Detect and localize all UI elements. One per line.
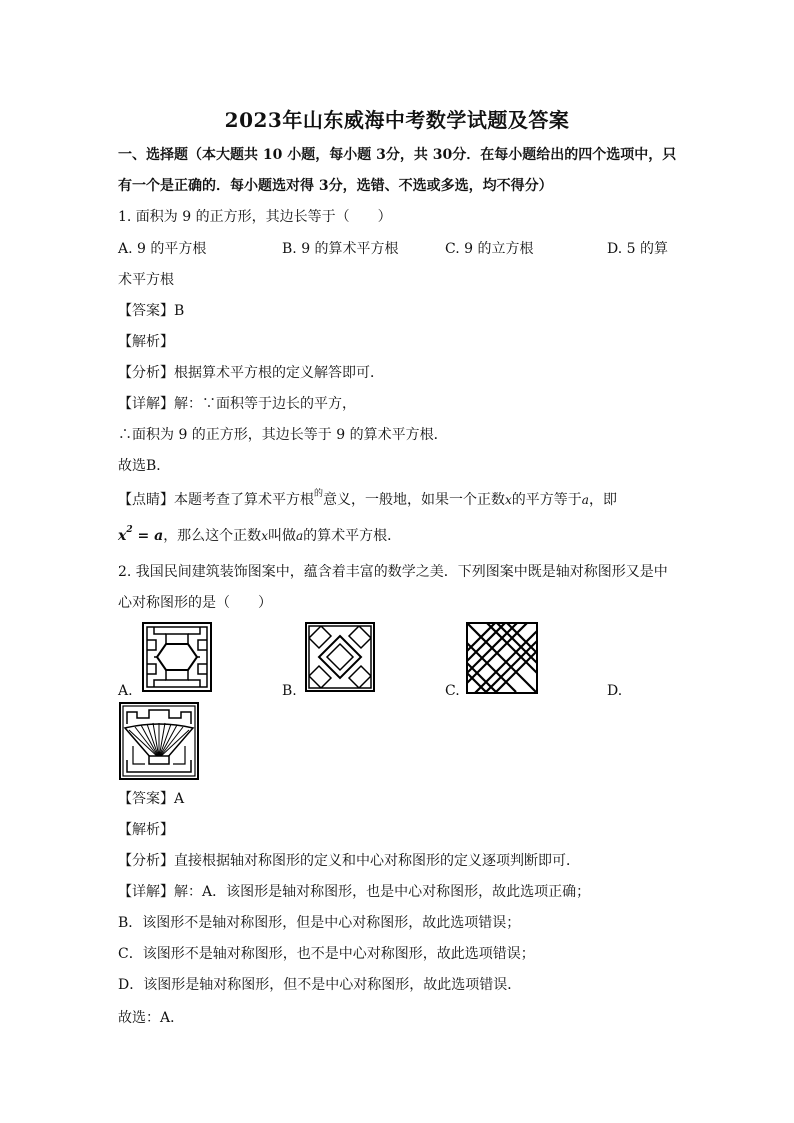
section-header-line2: 有一个是正确的．每小题选对得 3分，选错、不选或多选，均不得分） [118,178,553,194]
q1-detail1: 【详解】解：∵面积等于边长的平方， [118,396,356,412]
q1-detail2: ∴面积为 9 的正方形，其边长等于 9 的算术平方根． [118,427,448,443]
q1-option-c: C. 9 的立方根 [445,241,534,257]
q1-line2-c: 叫做 [267,528,296,544]
q2-stem2: 心对称图形的是（ ） [118,595,272,611]
q1-analysis-label: 【解析】 [118,334,174,350]
page-title: 2023年山东威海中考数学试题及答案 [224,108,570,132]
q1-dianjing-d: ，即 [588,492,617,508]
formula-exp: 2 [126,525,133,535]
q1-dianjing-sup: 的 [314,489,324,499]
q1-choose: 故选B． [118,458,171,474]
q1-line2-x: x [261,529,268,543]
q1-stem: 1. 面积为 9 的正方形，其边长等于（ ） [118,209,392,225]
section-header-line1: 一、选择题（本大题共 10 小题，每小题 3分，共 30分．在每小题给出的四个选项中，只 [118,147,677,163]
formula-x: x [118,528,127,544]
q2-choose: 故选：A． [118,1010,185,1026]
q2-fenxi: 【分析】直接根据轴对称图形的定义和中心对称图形的定义逐项判断即可． [118,853,580,869]
q1-line2-d: 的算术平方根． [303,528,402,544]
q1-fenxi: 【分析】根据算术平方根的定义解答即可． [118,365,384,381]
q1-var-x: x [505,493,512,507]
q1-var-a: a [581,493,589,507]
q1-dianjing-a: 【点睛】本题考查了算术平方根 [118,492,314,508]
q2-detail2: B．该图形不是轴对称图形，但是中心对称图形，故此选项错误； [118,915,521,931]
q2-answer: 【答案】A [118,791,185,807]
figure-d-fan-pattern [119,702,199,780]
q2-detail4: D．该图形是轴对称图形，但不是中心对称图形，故此选项错误． [118,977,522,993]
q1-dianjing-c: 的平方等于 [511,492,582,508]
q2-label-d: D. [607,683,623,699]
q2-detail3: C．该图形不是轴对称图形，也不是中心对称图形，故此选项错误； [118,946,535,962]
figure-b-interlock-pattern [305,622,375,692]
q2-analysis-label: 【解析】 [118,822,174,838]
q1-line2-b: ，那么这个正数 [163,528,262,544]
q2-label-b: B. [282,683,297,699]
figure-c-woven-pattern [466,622,538,694]
formula-eq: = [132,528,155,544]
q1-option-b: B. 9 的算术平方根 [282,241,399,257]
q1-dianjing [118,491,678,511]
q1-option-d: D. 5 的算 [607,241,668,257]
q1-line2-a: a [295,529,304,543]
q2-stem1: 2. 我国民间建筑装饰图案中，蕴含着丰富的数学之美．下列图案中既是轴对称图形又是中 [118,564,668,580]
q2-detail1: 【详解】解：A．该图形是轴对称图形，也是中心对称图形，故此选项正确； [118,884,591,900]
q1-option-a: A. 9 的平方根 [118,241,207,257]
q1-formula-line [118,527,678,547]
q1-answer: 【答案】B [118,303,185,319]
q2-label-a: A. [118,683,133,699]
q1-option-d-cont: 术平方根 [118,272,174,288]
q2-label-c: C. [445,683,460,699]
q1-dianjing-b: 意义，一般地，如果一个正数 [323,492,506,508]
figure-a-hexagon-pattern [142,622,212,692]
formula-a: a [154,528,164,544]
